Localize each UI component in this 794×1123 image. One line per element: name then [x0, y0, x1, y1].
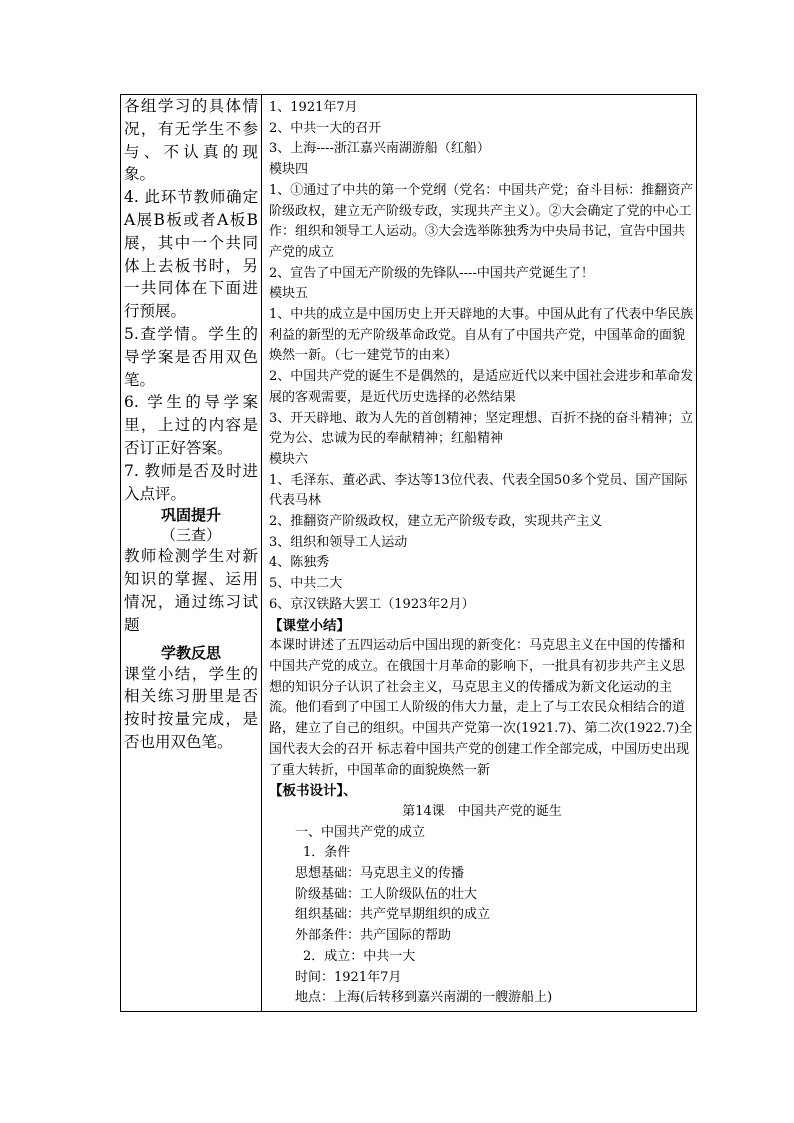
answer-line: 1、1921年7月: [269, 100, 358, 115]
column-divider: [261, 95, 262, 1011]
board-line: 一、中国共产党的成立: [295, 824, 426, 840]
answer-line: 2、宣告了中国无产阶级的先锋队----中国共产党诞生了！: [269, 265, 594, 281]
board-line: 外部条件：共产国际的帮助: [295, 928, 452, 944]
left-para-3: 5.查学情。学生的导学案是否用双色笔。: [124, 324, 258, 389]
answer-line: 1、中共的成立是中国历史上开天辟地的大事。中国从此有了代表中华民族利益的新型的无产阶级革命政党。自从有了中国共产党，中国革命的面貌焕然一新。（七一建党节的由来）: [269, 307, 694, 364]
answer-line: 2、中国共产党的诞生不是偶然的，是适应近代以来中国社会进步和革命发展的客观需要，是近代历史选择的必然结果: [269, 369, 694, 405]
board-line: 阶级基础：工人阶级队伍的壮大: [295, 886, 478, 902]
board-line: 2．成立：中共一大: [303, 948, 416, 964]
board-line: 1．条件: [303, 845, 351, 861]
board-title: 第14课 中国共产党的诞生: [402, 803, 562, 819]
lesson-plan-table: [120, 94, 697, 1012]
board-line: 时间：1921年7月: [295, 969, 402, 985]
summary-heading: 【课堂小结】: [269, 617, 350, 634]
answer-line: 6、京汉铁路大罢工（1923年2月）: [269, 596, 475, 612]
answer-line: 5、中共二大: [269, 576, 343, 592]
left-para-7: 课堂小结，学生的相关练习册里是否按时按量完成，是否也用双色笔。: [124, 664, 258, 751]
board-line: 地点：上海(后转移到嘉兴南湖的一艘游船上): [295, 990, 553, 1006]
board-line: 思想基础：马克思主义的传播: [295, 866, 465, 882]
right-column: [269, 98, 695, 1009]
heading-consolidate: 巩固提升: [160, 506, 221, 525]
answer-line: 2、中共一大的召开: [269, 120, 382, 136]
answer-line: 3、上海----浙江嘉兴南湖游船（红船）: [269, 141, 490, 157]
answer-line: 1、毛泽东、董必武、李达等13位代表、代表全国50多个党员、国产国际代表马林: [269, 472, 688, 509]
left-para-5: 7. 教师是否及时进入点评。: [124, 461, 258, 503]
left-para-2: 4. 此环节教师确定A展B板或者A板B展，其中一个共同体上去板书时，另一共同体在下面进行预展。: [124, 188, 258, 321]
heading-reflection: 学教反思: [160, 643, 221, 662]
board-line: 组织基础：共产党早期组织的成立: [295, 907, 491, 923]
answer-line: 4、陈独秀: [269, 555, 330, 571]
answer-line: 3、开天辟地、敢为人先的首创精神；坚定理想、百折不挠的奋斗精神；立党为公、忠诚为民的奉献精神；红船精神: [269, 410, 694, 447]
heading-consolidate-sub: （三查）: [160, 526, 221, 545]
board-heading: 【板书设计】、: [269, 783, 357, 800]
left-para-1: 各组学习的具体情况，有无学生不参与、不认真的现象。: [124, 97, 258, 184]
summary-text: 本课时讲述了五四运动后中国出现的新变化：马克思主义在中国的传播和中国共产党的成立。在俄国十月革命的影响下，一批具有初步共产主义思想的知识分子认识了社会主义，马克思主义的传播成为新文化运动的主流。他们看到了中国工人阶级的伟大力量，走上了与工农民众相结合的道路，建立了自己的组织。中国共产党第一次(1921.7)、第二次(1922.7)全国代表大会的召开 标志着中国共产党的创建工作全部完成，中国历史出现了重大转折，中国革命的面貌焕然一新: [269, 638, 693, 778]
module-heading: 模块四: [269, 162, 309, 178]
left-para-6: 教师检测学生对新知识的掌握、运用情况，通过练习试题: [124, 547, 258, 634]
answer-line: 2、推翻资产阶级政权，建立无产阶级专政，实现共产主义: [269, 514, 603, 530]
module-heading: 模块六: [269, 451, 309, 467]
answer-line: 3、组织和领导工人运动: [269, 534, 408, 550]
module-heading: 模块五: [269, 286, 309, 302]
answer-line: 1、①通过了中共的第一个党纲（党名：中国共产党；奋斗目标：推翻资产阶级政权，建立无产阶级专政，实现共产主义）。②大会确定了党的中心工作：组织和领导工人运动。③大会选举陈独秀为中央局书记，宣告中国共产党的成立: [269, 182, 694, 260]
left-para-4: 6. 学生的导学案里，上过的内容是否订正好答案。: [124, 393, 258, 457]
left-column: [124, 95, 258, 754]
